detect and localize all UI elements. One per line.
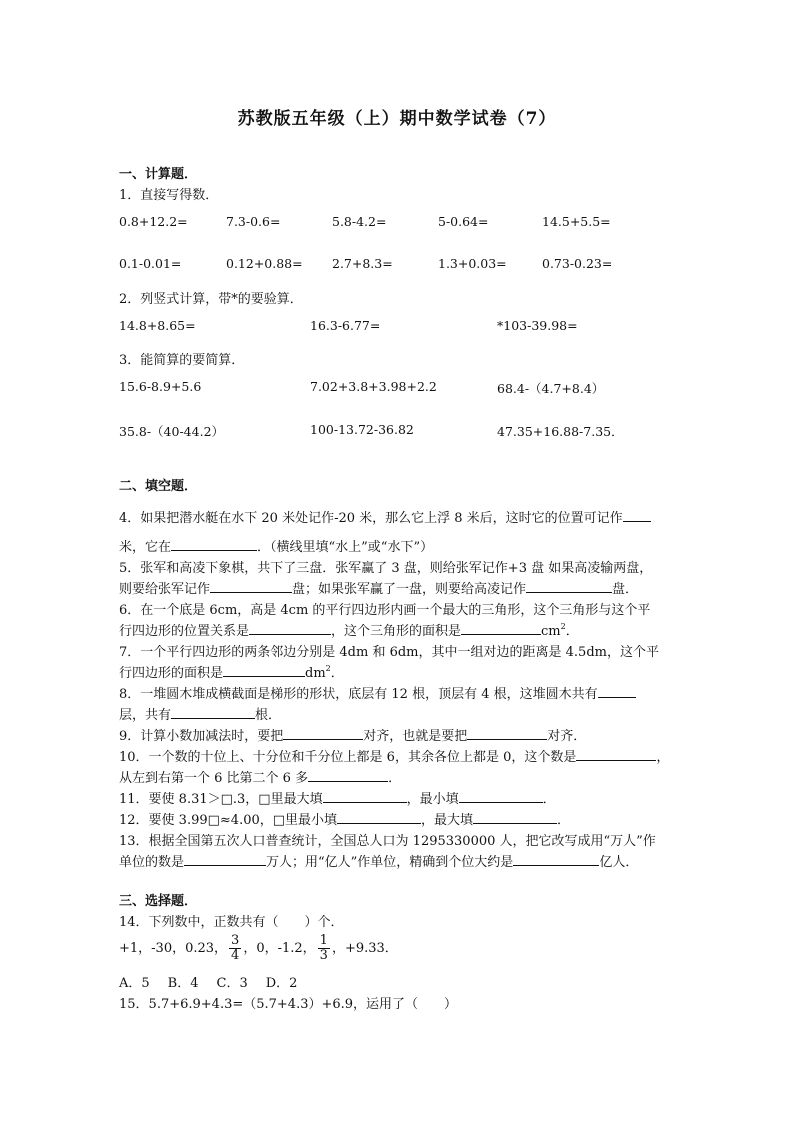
question-11 (119, 788, 556, 807)
q9-text: 对齐，也就是要把 (363, 729, 468, 744)
q11-text: ，最小填 (406, 792, 459, 807)
q10-text: 10．一个数的十位上、十分位和千分位上都是 6，其余各位上都是 0，这个数是 (119, 750, 577, 765)
q3-item: 47.35+16.88-7.35． (497, 424, 624, 439)
fraction-denominator: 4 (231, 948, 240, 963)
question-8-cont (119, 704, 281, 723)
answer-blank[interactable] (283, 727, 363, 740)
q1-item: 0.73-0.23= (542, 256, 613, 271)
question-7: 7．一个平行四边形的两条邻边分别是 4dm 和 6dm，其中一组对边的距离是 4.5dm，这个平 (119, 645, 659, 660)
section-heading-fill: 二、填空题． (119, 479, 198, 494)
q13-text: 万人；用“亿人”作单位，精确到个位大约是 (266, 855, 514, 870)
q7-unit-exponent: 2 (325, 664, 331, 673)
q1-item: 5-0.64= (438, 214, 489, 229)
question-8 (119, 683, 636, 702)
q10-text: ． (388, 771, 402, 786)
answer-blank[interactable] (249, 622, 331, 635)
q1-item: 5.8-4.2= (332, 214, 387, 229)
question-4 (119, 507, 651, 526)
q1-item: 14.5+5.5= (542, 214, 611, 229)
option-d[interactable]: D．2 (265, 976, 298, 991)
question-13-cont (119, 851, 638, 870)
question-7-cont (119, 662, 344, 681)
q12-text: ，最大填 (421, 813, 474, 828)
answer-blank[interactable] (467, 727, 547, 740)
q12-text: ． (557, 813, 571, 828)
question-6-cont (119, 620, 579, 639)
fraction-one-third (318, 934, 330, 963)
q6-unit-exponent: 2 (560, 622, 566, 631)
q4-text: 米，它在 (119, 540, 172, 555)
question-15-title: 15．5.7+6.9+4.3=（5.7+4.3）+6.9，运用了（ ） (119, 997, 458, 1012)
question-6: 6．在一个底是 6cm，高是 4cm 的平行四边形内画一个最大的三角形，这个三角形与这个平 (119, 603, 651, 618)
q1-item: 7.3-0.6= (226, 214, 281, 229)
answer-blank[interactable] (513, 853, 599, 866)
question-13: 13．根据全国第五次人口普查统计，全国总人口为 1295330000 人，把它改写成用“万人”作 (119, 834, 656, 849)
q2-item: *103-39.98= (497, 318, 578, 333)
fraction-numerator: 1 (319, 933, 328, 948)
q9-text: 9．计算小数加减法时，要把 (119, 729, 284, 744)
question-2-title: 2．列竖式计算，带*的要验算． (119, 292, 303, 307)
q9-text: 对齐． (547, 729, 587, 744)
answer-blank[interactable] (337, 811, 421, 824)
section-heading-choice: 三、选择题． (119, 894, 198, 909)
q8-text: 层，共有 (119, 708, 172, 723)
answer-blank[interactable] (473, 811, 557, 824)
q3-item: 15.6-8.9+5.6 (119, 379, 202, 394)
q14-numbers-text: ，+9.33． (331, 941, 398, 956)
option-b[interactable]: B．4 (167, 976, 199, 991)
q6-unit: cm (541, 624, 561, 639)
q13-text: 亿人． (599, 855, 639, 870)
fraction-numerator: 3 (231, 933, 240, 948)
q13-text: 单位的数是 (119, 855, 185, 870)
answer-blank[interactable] (210, 580, 292, 593)
q4-text: 4．如果把潜水艇在水下 20 米处记作-20 米，那么它上浮 8 米后，这时它的位置可记作 (119, 511, 623, 526)
q10-text: 从左到右第一个 6 比第二个 6 多 (119, 771, 309, 786)
q3-item: 100-13.72-36.82 (310, 422, 414, 437)
option-c[interactable]: C．3 (216, 976, 248, 991)
question-5: 5．张军和高凌下象棋，共下了三盘．张军赢了 3 盘，则给张军记作+3 盘 如果高凌输两盘， (119, 561, 653, 576)
question-10-cont (119, 767, 401, 786)
answer-blank[interactable] (308, 769, 388, 782)
q10-text: ， (656, 750, 670, 765)
q12-text: 12．要使 3.99□≈4.00，□里最小填 (119, 813, 338, 828)
answer-blank[interactable] (598, 685, 636, 698)
q3-item: 35.8-（40-44.2） (119, 424, 225, 439)
answer-blank[interactable] (223, 664, 305, 677)
q1-item: 0.12+0.88= (226, 256, 303, 271)
q6-text: 行四边形的位置关系是 (119, 624, 250, 639)
fraction-denominator: 3 (319, 948, 328, 963)
question-9 (119, 725, 586, 744)
q8-text: 8．一堆圆木堆成横截面是梯形的形状，底层有 12 根，顶层有 4 根，这堆圆木共有 (119, 687, 598, 702)
question-14-title: 14．下列数中，正数共有（ ）个． (119, 915, 344, 930)
question-3-title: 3．能简算的要简算． (119, 353, 245, 368)
section-heading-calc: 一、计算题． (119, 167, 198, 182)
q5-text: 盘． (612, 582, 639, 597)
answer-blank[interactable] (576, 748, 656, 761)
q6-text: ． (565, 624, 579, 639)
question-1-title: 1．直接写得数． (119, 188, 219, 203)
q1-item: 2.7+8.3= (332, 256, 393, 271)
answer-blank[interactable] (461, 622, 541, 635)
answer-blank[interactable] (171, 538, 257, 551)
q11-text: 11．要使 8.31＞□.3，□里最大填 (119, 792, 323, 807)
q1-item: 0.8+12.2= (119, 214, 188, 229)
question-14-options (119, 972, 315, 991)
question-12 (119, 809, 570, 828)
answer-blank[interactable] (171, 706, 255, 719)
answer-blank[interactable] (459, 790, 543, 803)
q7-text: 行四边形的面积是 (119, 666, 224, 681)
q14-numbers-text: ，0，-1.2， (243, 941, 316, 956)
question-5-cont (119, 578, 638, 597)
q5-text: 盘；如果张军赢了一盘，则要给高凌记作 (292, 582, 527, 597)
q6-text: ，这个三角形的面积是 (331, 624, 462, 639)
q2-item: 16.3-6.77= (310, 318, 381, 333)
question-10 (119, 746, 669, 765)
answer-blank[interactable] (184, 853, 266, 866)
q11-text: ． (542, 792, 556, 807)
fraction-three-quarters (229, 934, 241, 963)
q7-unit: dm (305, 666, 326, 681)
q3-item: 68.4-（4.7+8.4） (497, 381, 605, 396)
page-title: 苏教版五年级（上）期中数学试卷（7） (237, 109, 557, 129)
q7-text: ． (330, 666, 344, 681)
q5-text: 则要给张军记作 (119, 582, 211, 597)
q1-item: 1.3+0.03= (438, 256, 507, 271)
answer-blank[interactable] (323, 790, 407, 803)
q14-numbers-text: +1，-30，0.23， (119, 941, 228, 956)
q4-text: ．（横线里填“水上”或“水下”） (257, 540, 434, 555)
question-14-numbers (119, 934, 398, 963)
answer-blank[interactable] (623, 509, 651, 522)
question-4-cont (119, 536, 433, 555)
q8-text: 根． (255, 708, 282, 723)
option-a[interactable]: A．5 (119, 976, 150, 991)
q1-item: 0.1-0.01= (119, 256, 182, 271)
q2-item: 14.8+8.65= (119, 318, 196, 333)
answer-blank[interactable] (526, 580, 612, 593)
q3-item: 7.02+3.8+3.98+2.2 (310, 379, 437, 394)
